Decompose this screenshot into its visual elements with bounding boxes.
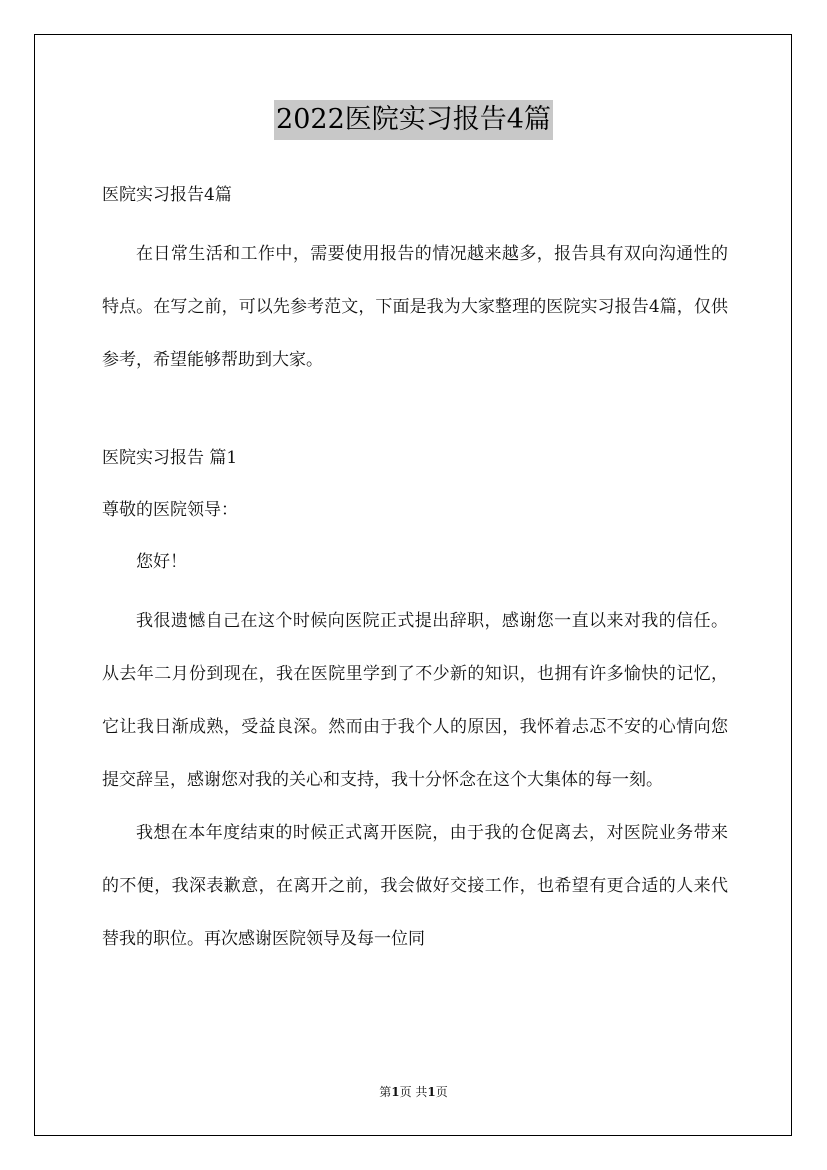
footer-total-pages: 1 xyxy=(427,1085,436,1099)
footer-mid: 页 共 xyxy=(399,1085,428,1099)
page-footer xyxy=(0,1083,827,1100)
footer-prefix: 第 xyxy=(379,1085,392,1099)
title-container xyxy=(0,100,827,140)
body-paragraph-2: 我想在本年度结束的时候正式离开医院，由于我的仓促离去，对医院业务带来的不便，我深表歉意，在离开之前，我会做好交接工作，也希望有更合适的人来代替我的职位。再次感谢医院领导及每一位同 xyxy=(102,823,728,949)
body-paragraph-1: 我很遗憾自己在这个时候向医院正式提出辞职，感谢您一直以来对我的信任。从去年二月份到现在，我在医院里学到了不少新的知识，也拥有许多愉快的记忆，它让我日渐成熟，受益良深。然而由于我个人的原因，我怀着忐忑不安的心情向您提交辞呈，感谢您对我的关心和支持，我十分怀念在这个大集体的每一刻。 xyxy=(102,611,728,790)
intro-paragraph: 在日常生活和工作中，需要使用报告的情况越来越多，报告具有双向沟通性的特点。在写之前，可以先参考范文，下面是我为大家整理的医院实习报告4篇，仅供参考，希望能够帮助到大家。 xyxy=(102,244,728,370)
section-heading: 医院实习报告 篇1 xyxy=(102,448,238,468)
salutation: 尊敬的医院领导： xyxy=(102,500,238,520)
footer-suffix: 页 xyxy=(435,1085,448,1099)
document-body xyxy=(102,176,728,966)
document-title: 2022医院实习报告4篇 xyxy=(274,100,553,140)
document-subtitle: 医院实习报告4篇 xyxy=(102,185,232,205)
footer-page-number: 1 xyxy=(391,1085,400,1099)
greeting: 您好！ xyxy=(136,552,187,572)
